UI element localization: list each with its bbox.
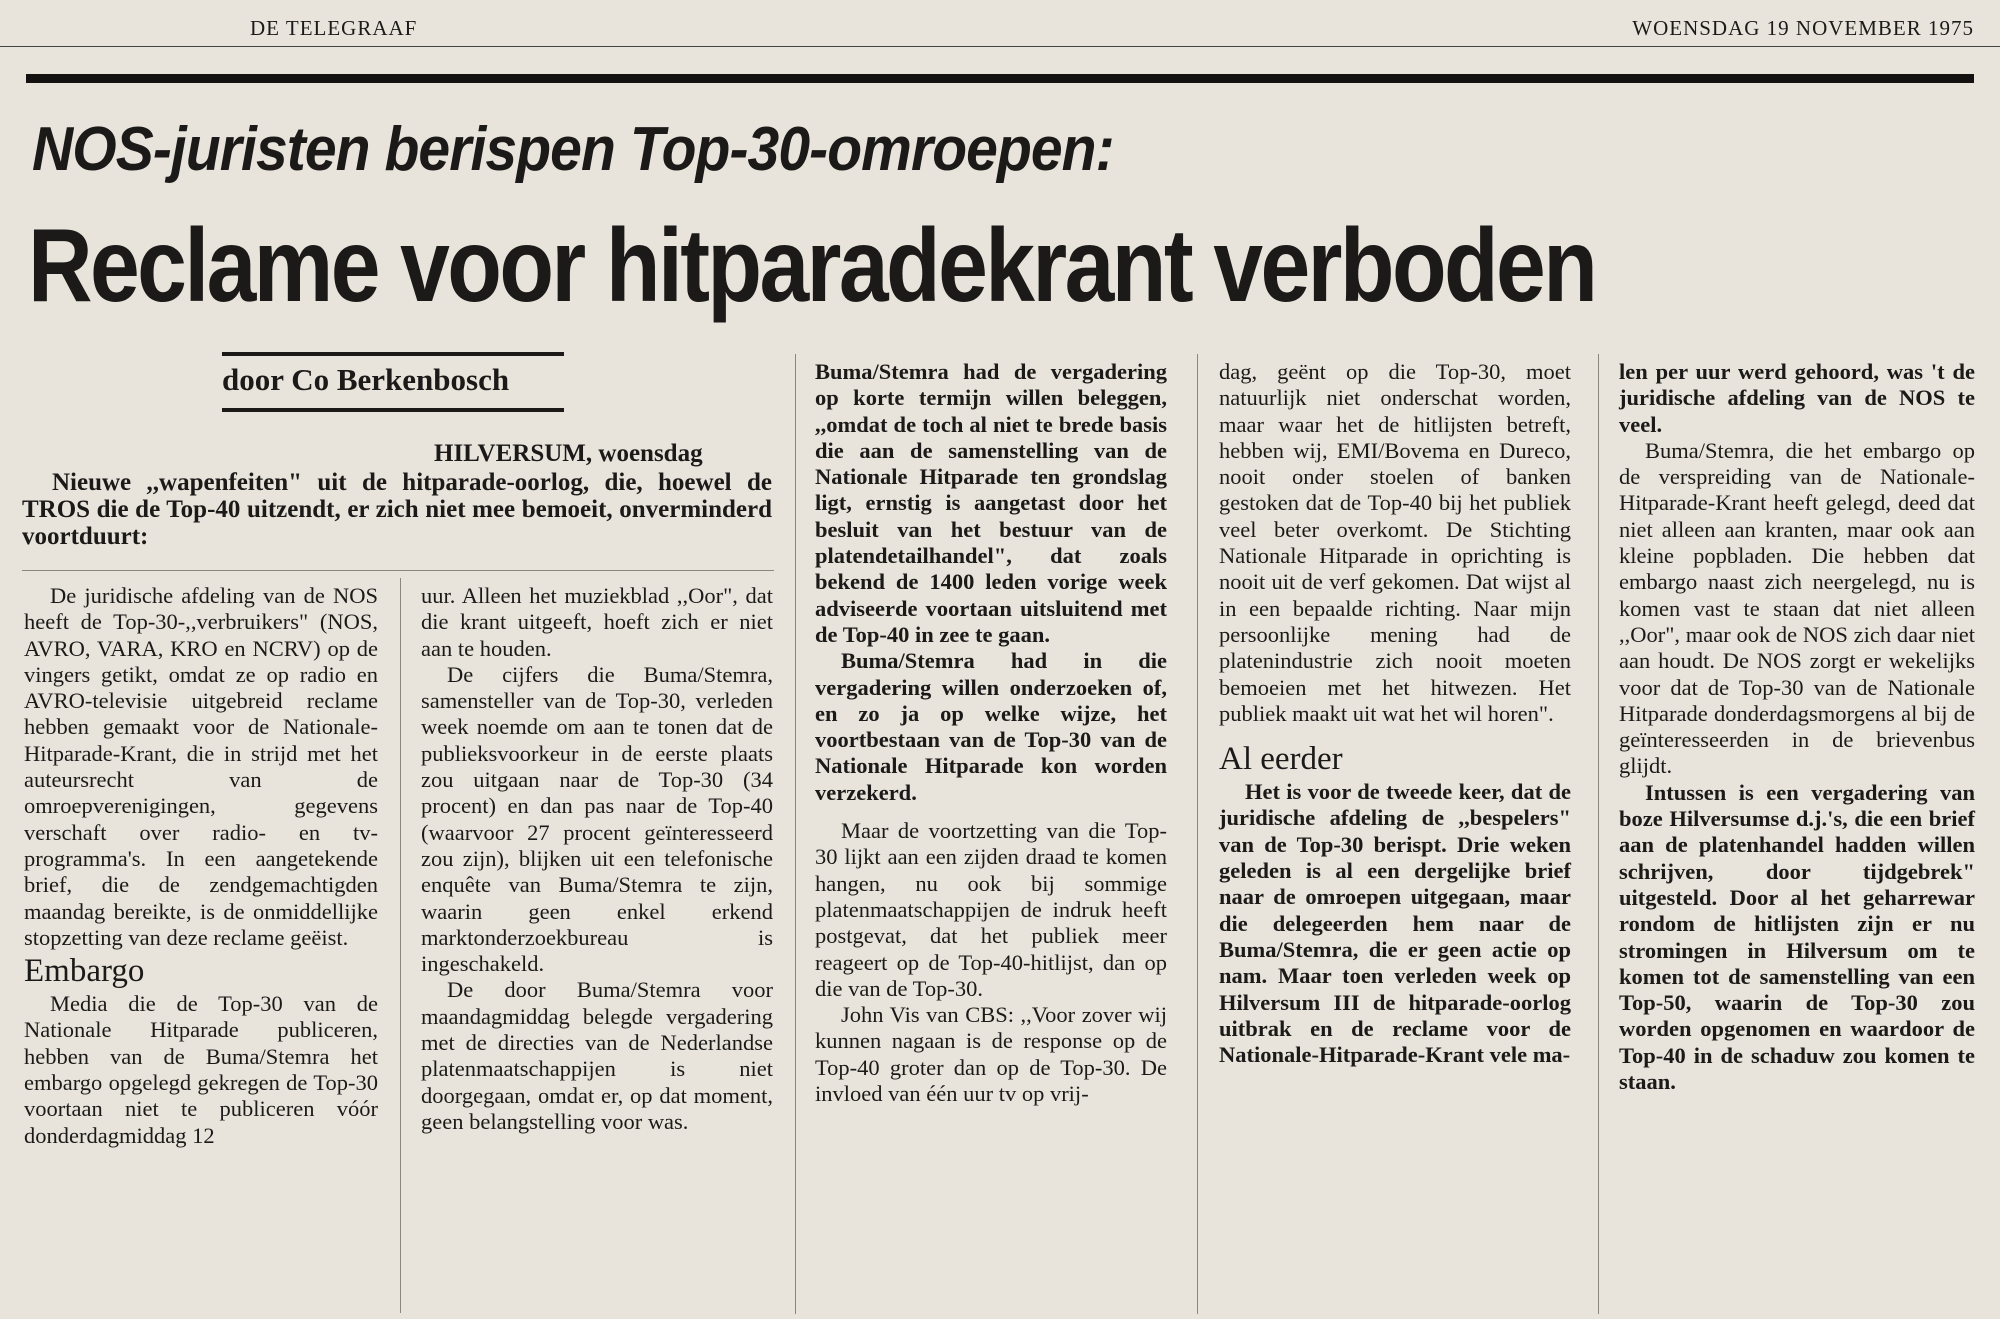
paragraph: uur. Alleen het muziekblad ,,Oor", dat die krant uitgeeft, hoeft zich er niet aan te houden. [421, 583, 773, 661]
article-column-4 [1219, 359, 1571, 1068]
paragraph: dag, geënt op die Top-30, moet natuurlijk niet onderschat worden, maar waar het de hitlijsten betreft, hebben wij, EMI/Bovema en Dureco, nooit onder stoelen of banken gestoken dat de Top-40 bij het publiek veel beter overkomt. De Stichting Nationale Hitparade in oprichting is nooit uit de verf gekomen. Dat wijst al in een bepaalde richting. Naar mijn persoonlijke mening had de platenindustrie zich nooit moeten bemoeien met het hitwezen. Het publiek maakt uit wat het wil horen". [1219, 359, 1571, 726]
kicker-headline: NOS-juristen berispen Top-30-omroepen: [32, 115, 1114, 184]
byline-box [222, 352, 564, 412]
byline-rule-bottom [222, 408, 564, 412]
column-divider [1197, 354, 1198, 1314]
paragraph: len per uur werd gehoord, was 't de juridische afdeling van de NOS te veel. [1619, 359, 1975, 437]
subhead-al-eerder: Al eerder [1219, 741, 1343, 778]
paragraph: Media die de Top-30 van de Nationale Hitparade publiceren, hebben van de Buma/Stemra het embargo opgelegd gekregen de Top-30 voortaan niet te publiceren vóór donderdagmiddag 12 [24, 991, 378, 1148]
dateline: HILVERSUM, woensdag [434, 440, 703, 467]
paragraph: Intussen is een vergadering van boze Hilversumse d.j.'s, die een brief aan de platenhandel hadden willen schrijven, door tijdgebrek" uitgesteld. Door al het geharrewar rondom de hitlijsten zijn er nu stromingen in Hilversum om te komen tot de samenstelling van een Top-50, waarin de Top-30 zou worden opgenomen en waardoor de Top-40 in de schaduw zou komen te staan. [1619, 779, 1975, 1095]
paragraph: Buma/Stemra had in die vergadering willen onderzoeken of, en zo ja op welke wijze, het voortbestaan van de Top-30 van de Nationale Hitparade kon worden verzekerd. [815, 648, 1167, 805]
intro-divider [22, 570, 774, 571]
subhead-embargo: Embargo [24, 953, 145, 990]
paragraph: De juridische afdeling van de NOS heeft de Top-30-,,verbruikers" (NOS, AVRO, VARA, KRO en NCRV) op de vingers getikt, omdat ze op radio en AVRO-televisie uitgebreid reclame hebben gemaakt voor de Nationale-Hitparade-Krant, die in strijd met het auteursrecht van de omroepverenigingen, gegevens verschaft over radio- en tv-programma's. In een aangetekende brief, die de zendgemachtigden maandag bereikte, is de onmiddellijke stopzetting van deze reclame geëist. [24, 583, 378, 950]
paragraph: John Vis van CBS: ,,Voor zover wij kunnen nagaan is de response op de Top-40 groter dan op de Top-30. De invloed van één uur tv op vrij- [815, 1002, 1167, 1107]
paragraph: Buma/Stemra, die het embargo op de verspreiding van de Nationale-Hitparade-Krant heeft gelegd, deed dat niet alleen aan kranten, maar ook aan kleine popbladen. Die hebben dat embargo naast zich neergelegd, nu is komen vast te staan dat niet alleen ,,Oor", maar ook de NOS zich daar niet aan houdt. De NOS zorgt er wekelijks voor dat de Top-30 van de Nationale Hitparade donderdagsmorgens al bij de geïnteresseerden in de brievenbus glijdt. [1619, 437, 1975, 779]
column-divider [795, 354, 796, 1314]
paragraph: Buma/Stemra had de vergadering op korte termijn willen beleggen, ,,omdat de toch al niet te brede basis die aan de samenstelling van de Nationale Hitparade ten grondslag ligt, ernstig is aangetast door het besluit van het bestuur van de platendetailhandel", dat zoals bekend de 1400 leden vorige week adviseerde voortaan uitsluitend met de Top-40 in zee te gaan. [815, 359, 1167, 647]
column-divider [1598, 354, 1599, 1314]
newspaper-name: DE TELEGRAAF [250, 16, 418, 40]
article-column-3 [815, 359, 1167, 1107]
article-column-1 [24, 583, 378, 1149]
main-headline: Reclame voor hitparadekrant verboden [28, 208, 1596, 324]
intro-paragraph [22, 469, 772, 550]
intro-text: Nieuwe ,,wapenfeiten" uit de hitparade-oorlog, die, hoewel de TROS die de Top-40 uitzendt, er zich niet mee bemoeit, onverminderd voortduurt: [22, 469, 772, 550]
issue-date: WOENSDAG 19 NOVEMBER 1975 [1632, 16, 1974, 40]
article-column-2 [421, 583, 773, 1135]
section-rule [26, 74, 1974, 83]
header-divider [0, 46, 2000, 47]
byline: door Co Berkenbosch [222, 362, 510, 397]
paragraph: Het is voor de tweede keer, dat de juridische afdeling de ,,bespelers" van de Top-30 berispt. Drie weken geleden is al een dergelijke brief naar de omroepen uitgegaan, maar die delegeerden hem naar de Buma/Stemra, die er geen actie op nam. Maar toen verleden week op Hilversum III de hitparade-oorlog uitbrak en de reclame voor de Nationale-Hitparade-Krant vele ma- [1219, 779, 1571, 1068]
column-divider [400, 578, 401, 1313]
paragraph: Maar de voortzetting van die Top-30 lijkt aan een zijden draad te komen hangen, nu ook bij sommige platenmaatschappijen de indruk heeft postgevat, dat het publiek meer reageert op de Top-40-hitlijst, dan op die van de Top-30. [815, 818, 1167, 1001]
byline-rule-top [222, 352, 564, 356]
paragraph: De cijfers die Buma/Stemra, samensteller van de Top-30, verleden week noemde om aan te tonen dat de publieksvoorkeur in de eerste plaats zou uitgaan naar de Top-30 (34 procent) en dan pas naar de Top-40 (waarvoor 27 procent geïnteresseerd zou zijn), blijken uit een telefonische enquête van Buma/Stemra te zijn, waarin geen enkel erkend marktonderzoekbureau is ingeschakeld. [421, 661, 773, 977]
article-column-5 [1619, 359, 1975, 1095]
masthead [26, 8, 1974, 38]
paragraph: De door Buma/Stemra voor maandagmiddag belegde vergadering met de directies van de Nederlandse platenmaatschappijen is niet doorgegaan, omdat er, op dat moment, geen belangstelling voor was. [421, 977, 773, 1134]
